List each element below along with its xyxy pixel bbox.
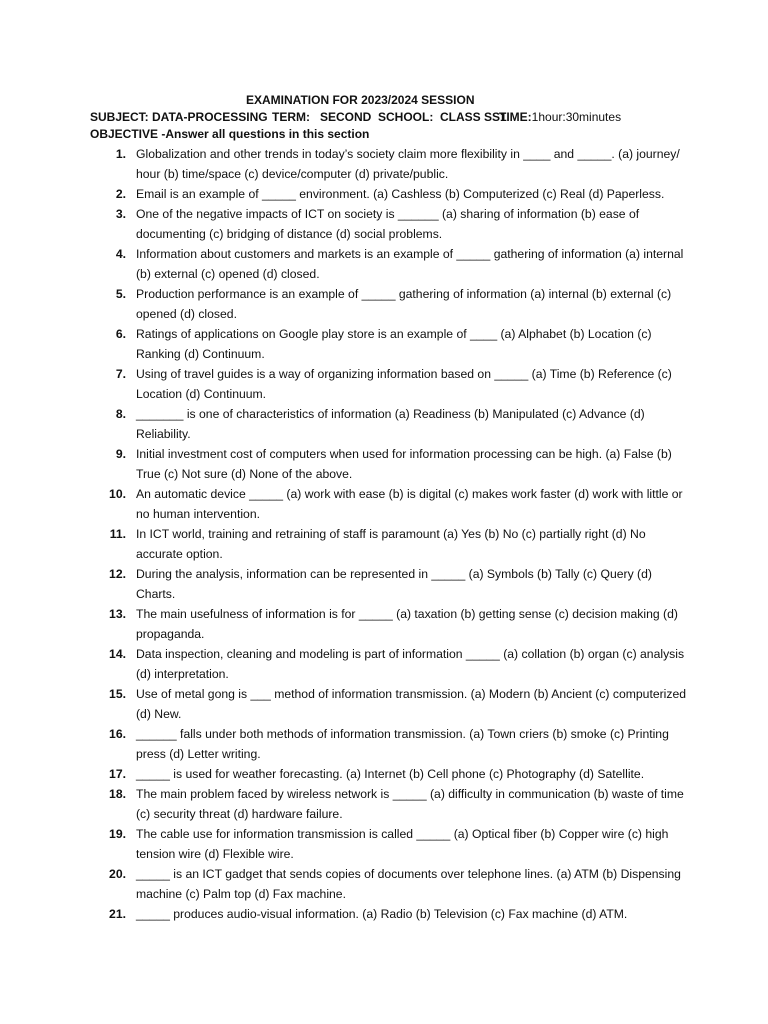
question-text: In ICT world, training and retraining of staff is paramount (a) Yes (b) No (c) partially right (d) No accurate option. xyxy=(136,527,646,561)
question-text: Using of travel guides is a way of organizing information based on _____ (a) Time (b) Reference (c) Location (d) Continuum. xyxy=(136,367,672,401)
question-item xyxy=(90,764,690,784)
question-number: 12. xyxy=(109,567,126,581)
question-text: ______ falls under both methods of information transmission. (a) Town criers (b) smoke (c) Printing press (d) Letter writing. xyxy=(136,727,669,761)
question-number: 8. xyxy=(115,407,126,421)
question-text: One of the negative impacts of ICT on society is ______ (a) sharing of information (b) ease of documenting (c) bridging of distance (d) social problems. xyxy=(136,207,640,241)
subject-label: SUBJECT: DATA-PROCESSING xyxy=(90,110,268,124)
question-text: Initial investment cost of computers when used for information processing can be high. (a) False (b) True (c) Not sure (d) None of the above. xyxy=(136,447,672,481)
question-item xyxy=(90,684,690,724)
question-number: 9. xyxy=(115,447,126,461)
question-text: During the analysis, information can be represented in _____ (a) Symbols (b) Tally (c) Query (d) Charts. xyxy=(136,567,652,601)
question-number: 11. xyxy=(109,527,126,541)
question-item xyxy=(90,784,690,824)
question-text: _____ is used for weather forecasting. (a) Internet (b) Cell phone (c) Photography (d) Satellite. xyxy=(136,767,645,781)
question-number: 15. xyxy=(109,687,126,701)
exam-title: EXAMINATION FOR 2023/2024 SESSION xyxy=(246,93,475,107)
question-number: 17. xyxy=(109,767,126,781)
question-item xyxy=(90,284,690,324)
question-item xyxy=(90,604,690,644)
question-number: 1. xyxy=(115,147,126,161)
question-number: 2. xyxy=(115,187,126,201)
question-item xyxy=(90,144,690,184)
question-number: 20. xyxy=(109,867,126,881)
question-item xyxy=(90,324,690,364)
question-item xyxy=(90,404,690,444)
question-text: An automatic device _____ (a) work with ease (b) is digital (c) makes work faster (d) work with little or no human intervention. xyxy=(136,487,683,521)
exam-meta-line xyxy=(90,110,621,124)
question-number: 19. xyxy=(109,827,126,841)
question-item xyxy=(90,524,690,564)
question-text: _____ is an ICT gadget that sends copies of documents over telephone lines. (a) ATM (b) Dispensing machine (c) Palm top (d) Fax machine. xyxy=(136,867,681,901)
time-value: 1hour:30minutes xyxy=(531,110,622,124)
term-label: TERM: SECOND xyxy=(272,110,372,124)
question-number: 18. xyxy=(109,787,126,801)
question-item xyxy=(90,364,690,404)
question-text: The main problem faced by wireless network is _____ (a) difficulty in communication (b) waste of time (c) security threat (d) hardware failure. xyxy=(136,787,684,821)
question-number: 7. xyxy=(115,367,126,381)
question-text: The main usefulness of information is for _____ (a) taxation (b) getting sense (c) decision making (d) propaganda. xyxy=(136,607,678,641)
question-item xyxy=(90,724,690,764)
time-label: TIME: xyxy=(499,110,532,124)
question-text: The cable use for information transmission is called _____ (a) Optical fiber (b) Copper wire (c) high tension wire (d) Flexible wire. xyxy=(136,827,669,861)
section-instruction: OBJECTIVE -Answer all questions in this section xyxy=(90,127,370,141)
question-number: 21. xyxy=(109,907,126,921)
question-list xyxy=(90,144,690,924)
question-text: Globalization and other trends in today’s society claim more flexibility in ____ and _____. (a) journey/ hour (b) time/space (c) device/computer (d) private/public. xyxy=(136,147,680,181)
question-item xyxy=(90,564,690,604)
school-label: SCHOOL: CLASS SS1 xyxy=(378,110,507,124)
question-text: _______ is one of characteristics of information (a) Readiness (b) Manipulated (c) Advance (d) Reliability. xyxy=(136,407,645,441)
question-number: 10. xyxy=(109,487,126,501)
question-number: 13. xyxy=(109,607,126,621)
question-text: Production performance is an example of _____ gathering of information (a) internal (b) external (c) opened (d) closed. xyxy=(136,287,672,321)
question-item xyxy=(90,824,690,864)
question-number: 3. xyxy=(115,207,126,221)
question-item xyxy=(90,644,690,684)
question-number: 5. xyxy=(115,287,126,301)
question-item xyxy=(90,864,690,904)
question-item xyxy=(90,444,690,484)
question-item xyxy=(90,484,690,524)
question-number: 14. xyxy=(109,647,126,661)
question-text: Data inspection, cleaning and modeling is part of information _____ (a) collation (b) organ (c) analysis (d) interpretation. xyxy=(136,647,685,681)
question-number: 16. xyxy=(109,727,126,741)
question-text: Use of metal gong is ___ method of information transmission. (a) Modern (b) Ancient (c) computerized (d) New. xyxy=(136,687,687,721)
question-number: 6. xyxy=(115,327,126,341)
question-text: Email is an example of _____ environment. (a) Cashless (b) Computerized (c) Real (d) Paperless. xyxy=(136,187,665,201)
question-item xyxy=(90,204,690,244)
question-item xyxy=(90,244,690,284)
question-text: _____ produces audio-visual information. (a) Radio (b) Television (c) Fax machine (d) ATM. xyxy=(136,907,628,921)
question-text: Information about customers and markets is an example of _____ gathering of information (a) internal (b) external (c) opened (d) closed. xyxy=(136,247,684,281)
question-item xyxy=(90,904,690,924)
question-text: Ratings of applications on Google play store is an example of ____ (a) Alphabet (b) Location (c) Ranking (d) Continuum. xyxy=(136,327,652,361)
question-item xyxy=(90,184,690,204)
question-number: 4. xyxy=(115,247,126,261)
